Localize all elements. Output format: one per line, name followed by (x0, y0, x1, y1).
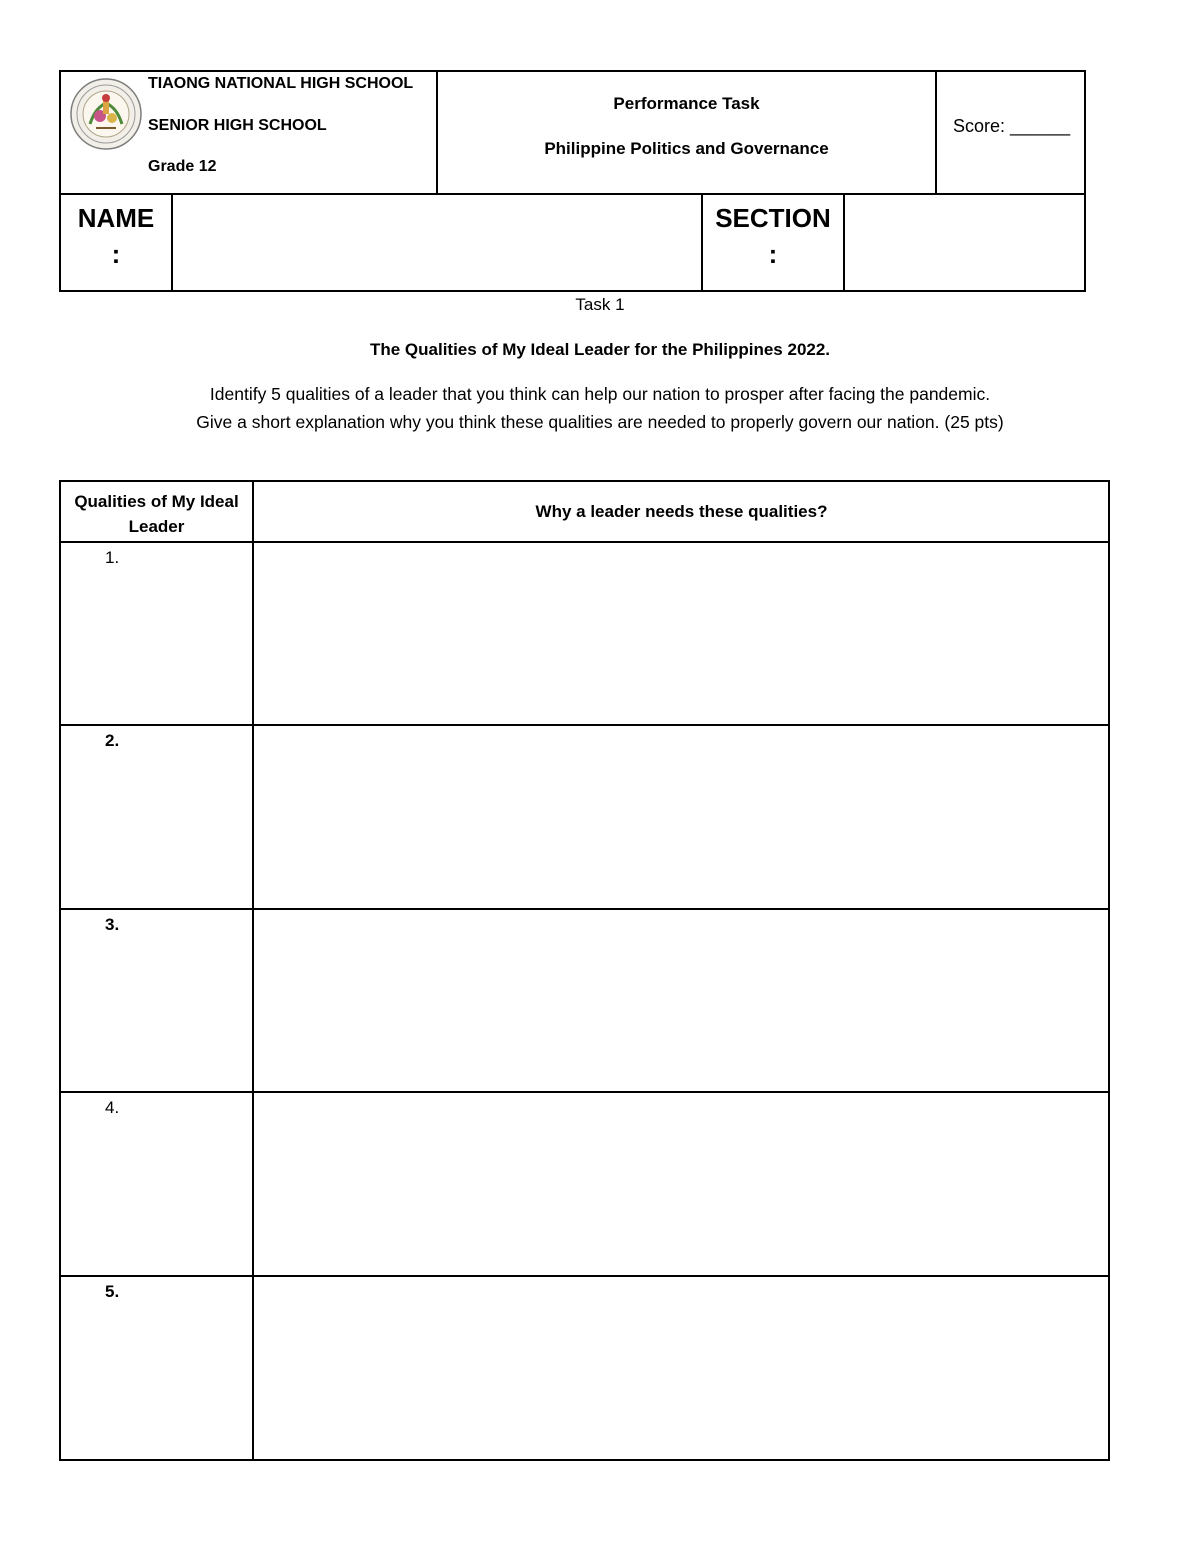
name-label-text: NAME (77, 203, 155, 233)
quality-cell-2[interactable] (62, 755, 250, 905)
header-divider-1 (436, 71, 438, 195)
row-divider-3 (60, 1091, 1109, 1093)
task-type: Performance Task (613, 94, 760, 113)
grade-level: Grade 12 (148, 158, 217, 175)
section-label-text: SECTION (715, 203, 831, 233)
name-field[interactable] (174, 196, 700, 290)
quality-cell-5[interactable] (62, 1306, 250, 1456)
row-number-2: 2. (105, 731, 120, 750)
table-column-divider (252, 481, 254, 1460)
quality-cell-3[interactable] (62, 939, 250, 1089)
name-label-colon: : (111, 239, 121, 269)
subject-title: Philippine Politics and Governance (544, 139, 829, 158)
name-label (61, 200, 171, 272)
section-label (703, 200, 843, 272)
row-divider-1 (60, 724, 1109, 726)
row-number-1: 1. (105, 548, 120, 567)
column-header-qualities: Qualities of My Ideal Leader (74, 492, 239, 536)
instruction-line-2: Give a short explanation why you think these qualities are needed to properly govern our nation. (25 pts) (196, 412, 1004, 432)
header-row-divider (60, 193, 1085, 195)
quality-cell-4[interactable] (62, 1122, 250, 1272)
task-title: The Qualities of My Ideal Leader for the Philippines 2022. (369, 340, 831, 359)
reason-cell-4[interactable] (256, 1095, 1108, 1273)
row-divider-4 (60, 1275, 1109, 1277)
instruction-line-1: Identify 5 qualities of a leader that you think can help our nation to prosper after facing the pandemic. (209, 384, 991, 404)
score-label: Score: ______ (953, 116, 1071, 136)
name-divider-1 (171, 194, 173, 291)
section-field[interactable] (846, 196, 1084, 290)
reason-cell-1[interactable] (256, 545, 1108, 723)
row-number-5: 5. (105, 1282, 120, 1301)
task-number: Task 1 (575, 295, 625, 314)
table-header-divider (60, 541, 1109, 543)
school-name: TIAONG NATIONAL HIGH SCHOOL (148, 75, 414, 92)
row-divider-2 (60, 908, 1109, 910)
section-label-colon: : (768, 239, 778, 269)
row-number-3: 3. (105, 915, 120, 934)
reason-cell-2[interactable] (256, 728, 1108, 906)
header-divider-2 (935, 71, 937, 195)
department: SENIOR HIGH SCHOOL (148, 117, 327, 134)
reason-cell-3[interactable] (256, 912, 1108, 1090)
row-number-4: 4. (105, 1098, 120, 1117)
school-seal-logo (70, 78, 142, 150)
quality-cell-1[interactable] (62, 572, 250, 722)
name-divider-3 (843, 194, 845, 291)
reason-cell-5[interactable] (256, 1279, 1108, 1457)
column-header-reason: Why a leader needs these qualities? (535, 502, 828, 521)
